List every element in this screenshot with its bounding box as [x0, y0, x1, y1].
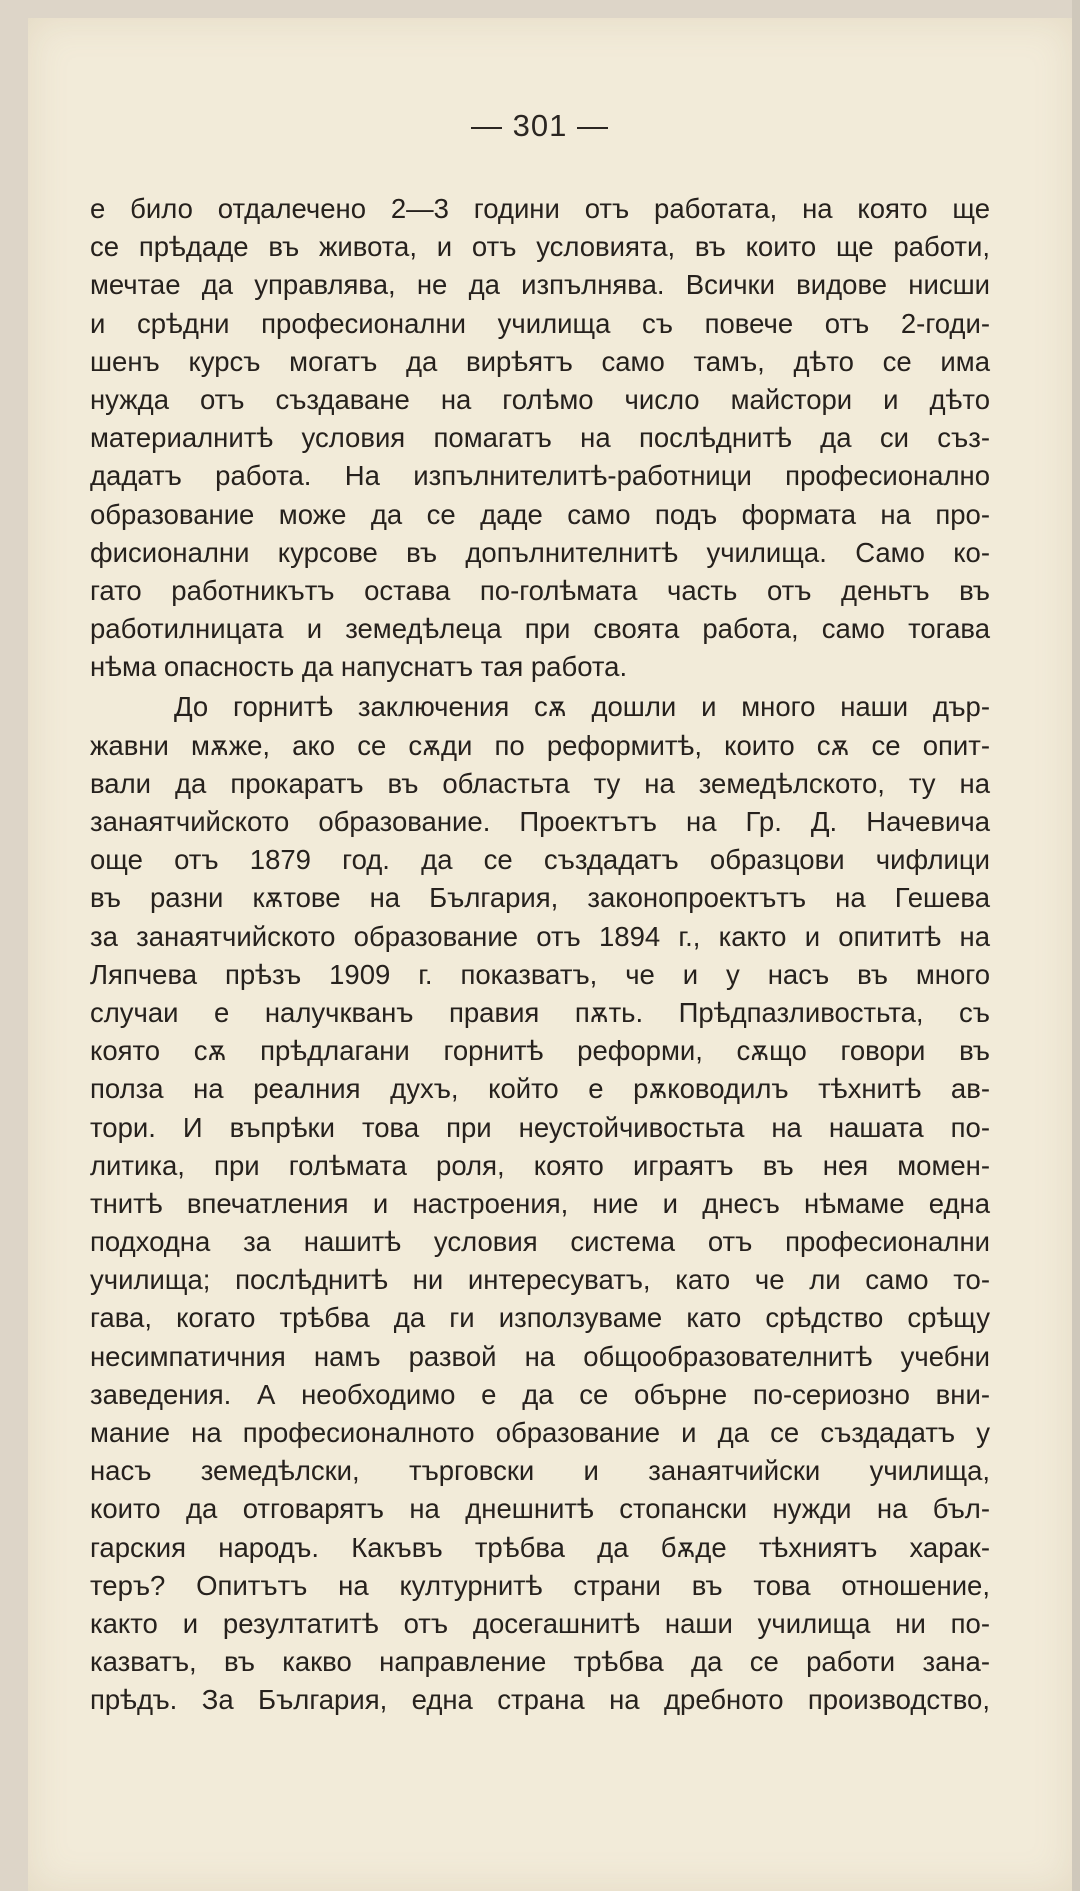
text-line: несимпатичния намъ развой на общообразователнитѣ учебни: [90, 1340, 990, 1372]
text-line: нѣма опасность да напуснатъ тая работа.: [90, 651, 628, 683]
text-line: за занаятчийското образование отъ 1894 г., както и опититѣ на: [90, 920, 990, 952]
text-line: шенъ курсъ могатъ да вирѣятъ само тамъ, дѣто се има: [90, 345, 990, 377]
text-line: тнитѣ впечатления и настроения, ние и днесъ нѣмаме една: [90, 1187, 990, 1219]
text-line: и срѣдни професионални училища съ повече отъ 2-годи-: [90, 307, 990, 339]
text-line: мечтае да управлява, не да изпълнява. Всички видове нисши: [90, 269, 990, 301]
body-text: [90, 190, 990, 1720]
text-line: въ разни кѫтове на България, законопроектътъ на Гешева: [90, 882, 990, 914]
text-line: прѣдъ. За България, една страна на дребното производство,: [90, 1684, 990, 1716]
page-number: — 301 —: [471, 108, 609, 143]
text-line: насъ земедѣлски, търговски и занаятчийски училища,: [90, 1455, 990, 1487]
text-line: училища; послѣднитѣ ни интересуватъ, като че ли само то-: [90, 1264, 990, 1296]
text-line: се прѣдаде въ живота, и отъ условията, въ които ще работи,: [90, 231, 990, 263]
text-line: тори. И въпрѣки това при неустойчивостьта на нашата по-: [90, 1111, 990, 1143]
text-line: теръ? Опитътъ на културнитѣ страни въ това отношение,: [90, 1569, 990, 1601]
paragraph-1: [90, 190, 990, 686]
text-line: както и резултатитѣ отъ досегашнитѣ наши училища ни по-: [90, 1607, 990, 1639]
text-line: нужда отъ създаване на голѣмо число майстори и дѣто: [90, 383, 990, 415]
text-line: гава, когато трѣбва да ги използуваме като срѣдство срѣщу: [90, 1302, 990, 1334]
text-line: е било отдалечено 2—3 години отъ работата, на която ще: [90, 193, 990, 224]
text-line: фисионални курсове въ допълнителнитѣ училища. Само ко-: [90, 536, 990, 568]
text-line: заведения. А необходимо е да се обърне по-сериозно вни-: [90, 1378, 990, 1410]
text-line: случаи е налучкванъ правия пѫть. Прѣдпазливостьта, съ: [90, 996, 990, 1028]
text-line: още отъ 1879 год. да се създадатъ образцови чифлици: [90, 844, 990, 876]
text-line: казватъ, въ какво направление трѣбва да се работи зана-: [90, 1646, 990, 1678]
text-line: Ляпчева прѣзъ 1909 г. показватъ, че и у насъ въ много: [90, 958, 990, 990]
text-line: мание на професионалното образование и да се създадатъ у: [90, 1417, 990, 1448]
text-line: които да отговарятъ на днешнитѣ стопански нужди на бъл-: [90, 1493, 990, 1525]
text-line: До горнитѣ заключения сѫ дошли и много наши дър-: [174, 691, 990, 723]
text-line: подходна за нашитѣ условия система отъ професионални: [90, 1226, 990, 1258]
text-line: образование може да се даде само подъ формата на про-: [90, 498, 990, 530]
text-line: литика, при голѣмата роля, която играятъ въ нея момен-: [90, 1149, 990, 1181]
text-line: вали да прокаратъ въ областьта ту на земедѣлското, ту на: [90, 767, 990, 799]
page-edge: [1072, 0, 1080, 1891]
text-line: дадатъ работа. На изпълнителитѣ-работници професионално: [90, 460, 990, 492]
text-line: полза на реалния духъ, който е рѫководилъ тѣхнитѣ ав-: [90, 1073, 990, 1105]
text-line: гарския народъ. Какъвъ трѣбва да бѫде тѣхниятъ харак-: [90, 1531, 990, 1563]
text-line: жавни мѫже, ако се сѫди по реформитѣ, които сѫ се опит-: [90, 729, 990, 761]
text-line: която сѫ прѣдлагани горнитѣ реформи, сѫщо говори въ: [90, 1035, 990, 1067]
paragraph-2: [90, 688, 990, 1719]
text-line: занаятчийското образование. Проектътъ на Гр. Д. Начевича: [90, 806, 990, 837]
text-line: гато работникътъ остава по-голѣмата часть отъ деньтъ въ: [90, 574, 990, 606]
text-line: работилницата и земедѣлеца при своята работа, само тогава: [90, 613, 990, 645]
text-line: материалнитѣ условия помагатъ на послѣднитѣ да си съз-: [90, 422, 990, 454]
